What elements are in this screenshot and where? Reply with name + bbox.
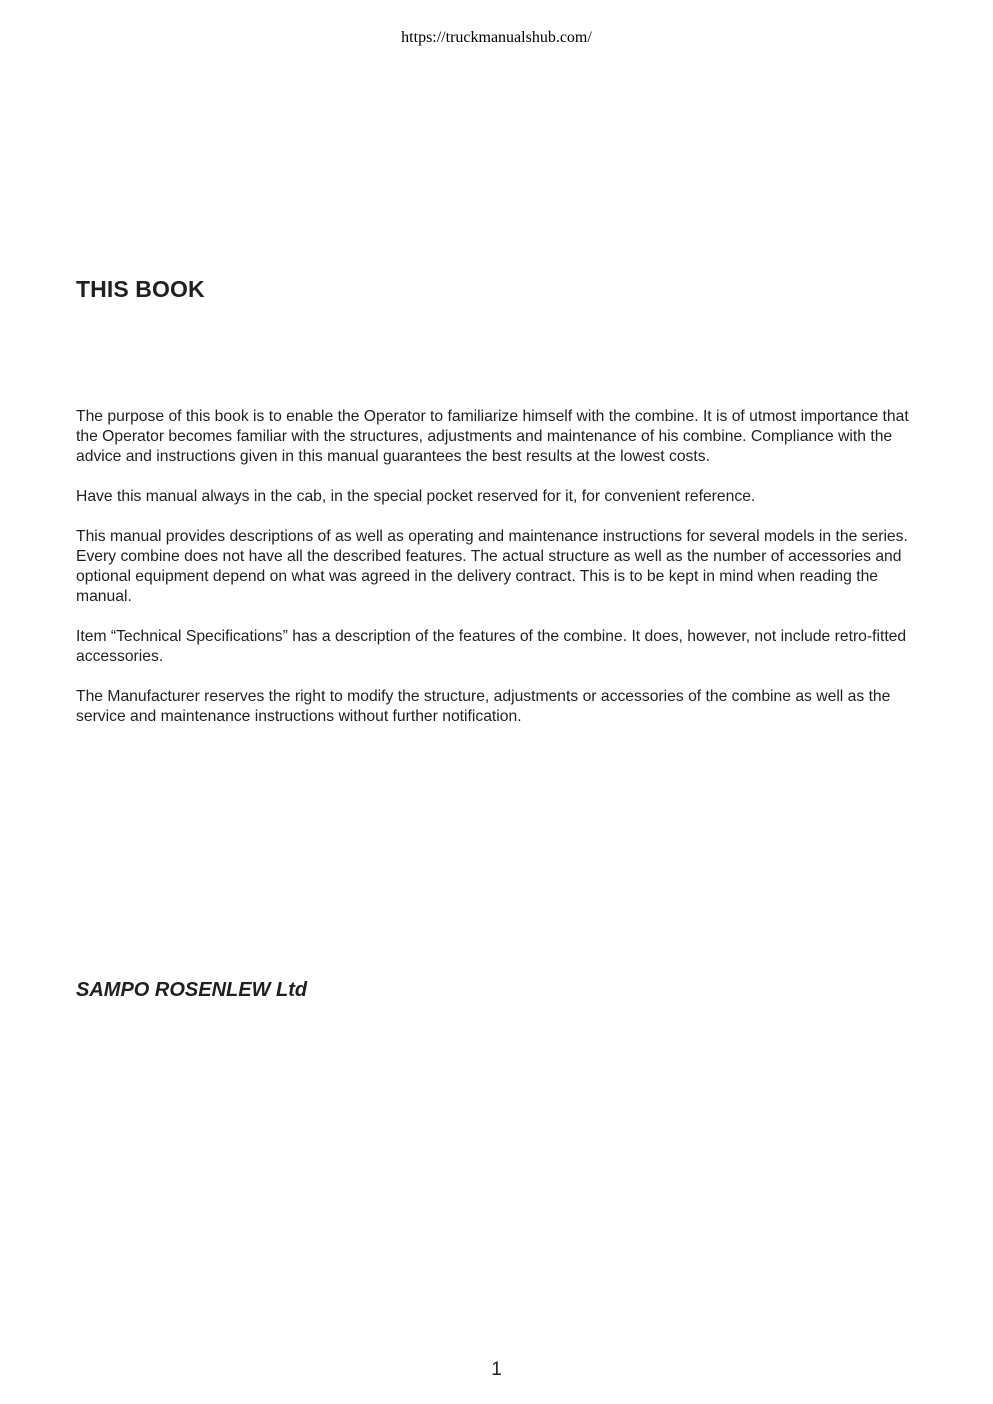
page-title: THIS BOOK <box>76 276 205 302</box>
paragraph-specifications: Item “Technical Specifications” has a description of the features of the combine. It does, however, not include retro-fitted accessories. <box>76 628 907 665</box>
page-number: 1 <box>491 1359 502 1380</box>
paragraph-manufacturer: The Manufacturer reserves the right to modify the structure, adjustments or accessories of the combine as well as the service and maintenance instructions without further notification. <box>76 688 891 725</box>
body-text <box>76 407 921 747</box>
paragraph-cab: Have this manual always in the cab, in the special pocket reserved for it, for convenient reference. <box>76 488 756 505</box>
company-name: SAMPO ROSENLEW Ltd <box>76 979 308 1001</box>
paragraph-purpose: The purpose of this book is to enable the Operator to familiarize himself with the combine. It is of utmost importance that the Operator becomes familiar with the structures, adjustments and maintenance of his combine. Compliance with the advice and instructions given in this manual guarantees the best results at the lowest costs. <box>76 408 909 465</box>
header-url[interactable]: https://truckmanualshub.com/ <box>401 29 592 46</box>
paragraph-models: This manual provides descriptions of as well as operating and maintenance instructions for several models in the series. Every combine does not have all the described features. The actual structure as well as the number of accessories and optional equipment depend on what was agreed in the delivery contract. This is to be kept in mind when reading the manual. <box>76 528 908 605</box>
